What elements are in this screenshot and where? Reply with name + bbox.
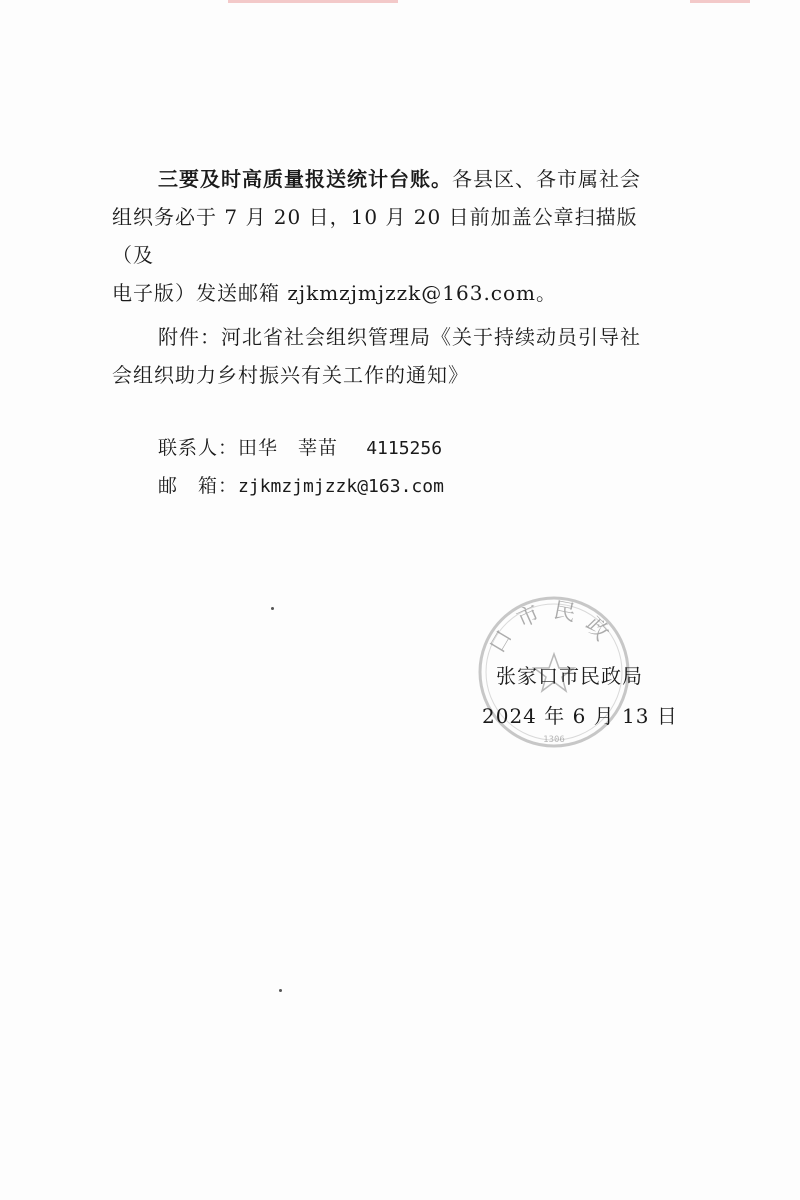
attachment-note — [112, 318, 652, 394]
paragraph-line-1-rest: 各县区、各市属社会 — [452, 167, 641, 191]
attachment-line-1: 附件：河北省社会组织管理局《关于持续动员引导社 — [158, 325, 641, 349]
svg-text:1306: 1306 — [543, 735, 565, 745]
body-paragraph-3 — [112, 160, 652, 312]
signature-organization: 张家口市民政局 — [496, 664, 643, 688]
scan-speck — [271, 607, 274, 610]
attachment-line-2: 会组织助力乡村振兴有关工作的通知》 — [112, 363, 469, 387]
contact-person-names: 田华 莘苗 — [238, 437, 339, 459]
contact-phone: 4115256 — [366, 438, 443, 459]
scan-speck — [279, 989, 282, 992]
contact-email-label: 邮 箱： — [158, 475, 239, 497]
contact-person-label: 联系人： — [158, 437, 239, 459]
contact-persons-line — [158, 432, 442, 465]
scan-edge-mark — [228, 0, 398, 3]
contact-email-line — [158, 470, 444, 503]
signature-date: 2024 年 6 月 13 日 — [482, 704, 678, 728]
paragraph-line-3: 电子版）发送邮箱 zjkmzjmjzzk@163.com。 — [112, 281, 558, 305]
contact-email: zjkmzjmjzzk@163.com — [238, 476, 444, 497]
svg-text:口 市 民 政: 口 市 民 政 — [485, 598, 615, 658]
scan-edge-mark — [690, 0, 750, 3]
paragraph-lead-bold: 三要及时高质量报送统计台账。 — [158, 167, 452, 191]
paragraph-line-2: 组织务必于 7 月 20 日，10 月 20 日前加盖公章扫描版（及 — [112, 205, 638, 267]
